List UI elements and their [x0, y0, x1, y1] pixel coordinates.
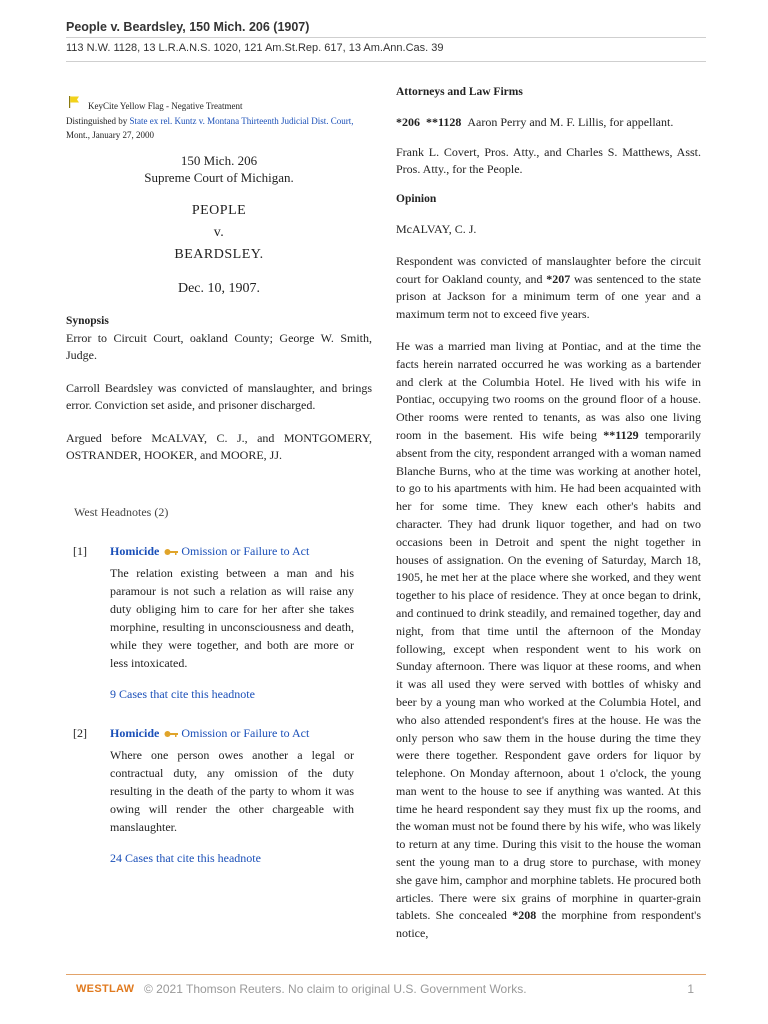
keycite-treatment: [66, 114, 372, 142]
distinguishing-case-link[interactable]: State ex rel. Kuntz v. Montana Thirteenth Judicial Dist. Court,: [129, 116, 354, 126]
reporter-citation: 150 Mich. 206: [180, 153, 258, 168]
attorneys-appellant: [396, 114, 701, 132]
opinion-text: Respondent was convicted of manslaughter before the circuit court for Oakland county, and: [396, 253, 701, 286]
right-column: [396, 84, 701, 943]
page-number: 1: [687, 982, 694, 996]
headnote-number: [2]: [73, 726, 87, 740]
parallel-citations: 113 N.W. 1128, 13 L.R.A.N.S. 1020, 121 Am.St.Rep. 617, 13 Am.Ann.Cas. 39: [66, 42, 444, 54]
westlaw-logo: WESTLAW: [76, 983, 135, 995]
star-page: **1129: [603, 427, 639, 442]
star-page: *206: [396, 114, 420, 129]
key-icon: [164, 730, 178, 738]
headnote-subtopic[interactable]: Omission or Failure to Act: [181, 544, 310, 558]
treatment-prefix: Distinguished by: [66, 116, 128, 126]
synopsis-paragraph: Carroll Beardsley was convicted of manslaughter, and brings error. Conviction set aside, and prisoner discharged.: [66, 381, 372, 412]
headnote-text: The relation existing between a man and his paramour is not such a relation as will raise any duty obliging him to care for her after she takes morphine, resulting in unconsciousness and death, while they were together, and both are more or less intoxicated.: [110, 566, 354, 670]
opinion-paragraph: [396, 338, 701, 943]
synopsis-paragraph: Error to Circuit Court, oakland County; George W. Smith, Judge.: [66, 331, 372, 362]
headnote: [66, 543, 372, 703]
yellow-flag-icon: [68, 96, 80, 108]
keycite-flag-label[interactable]: KeyCite Yellow Flag - Negative Treatment: [88, 101, 243, 111]
opinion-text: He was a married man living at Pontiac, and at the time the facts herein narrated occurred he was working as a bartender and clerk at the Columbia Hotel. He lived with his wife in Pontiac, occupying two rooms on the ground floor of a house. Other rooms were rented to tenants, as was also one living room in the basement. His wife being: [396, 338, 701, 442]
header-divider: [66, 37, 706, 38]
synopsis-heading: Synopsis: [66, 315, 109, 327]
west-headnotes-title: West Headnotes (2): [74, 505, 169, 519]
headnote-topic-name[interactable]: Homicide: [110, 544, 160, 558]
copyright-notice: © 2021 Thomson Reuters. No claim to original U.S. Government Works.: [144, 982, 527, 996]
opinion-text: the morphine from respondent's notice,: [396, 908, 702, 941]
left-column: [66, 96, 372, 867]
citing-cases-link[interactable]: 24 Cases that cite this headnote: [110, 851, 261, 865]
headnote-topic[interactable]: [110, 543, 354, 560]
attorneys-people: Frank L. Covert, Pros. Atty., and Charles S. Matthews, Asst. Pros. Atty., for the People.: [396, 144, 701, 177]
court-name: Supreme Court of Michigan.: [144, 170, 294, 185]
headnote: [66, 725, 372, 867]
opinion-paragraph: [396, 253, 701, 324]
synopsis-paragraph: Argued before McALVAY, C. J., and MONTGOMERY, OSTRANDER, HOOKER, and MOORE, JJ.: [66, 431, 372, 462]
opinion-text: temporarily absent from the city, respondent arranged with a woman named Blanche Burns, who at the time was working at another hotel, to go to his apartments with him. He had been acquainted with her for some time. They knew each other's habits and character. They had drunk liquor together, and had on two occasions been in Detroit and spent the night together in houses of assignation. On the evening of Saturday, March 18, 1905, he met her at the place where she worked, and they went together to his place of residence. They at once began to drink, and continued to drink steadily, and remained together, day and night, from that time until the afternoon of the Monday following, except when respondent went to his work on Sunday afternoon. There was liquor at these rooms, and when it was all used they were served with bottles of whisky and beer by a young man who worked at the Columbia Hotel, and who also attended respondent's fires at the house. He was the only person who saw them in the house during the time they were there together. Respondent gave orders for liquor by telephone. On Monday afternoon, about 1 o'clock, the young man went to the house to see if anything was wanted. At this time he heard respondent say they must fix up the rooms, and the woman must not be found there by his wife, who was likely to return at any time. During this visit to the house the woman sent the young man to a drug store to purchase, with money she gave him, camphor and morphine tablets. He procured both articles. There were six grains of morphine in quarter-grain tablets. She concealed: [396, 427, 701, 923]
star-page: *207: [546, 271, 571, 286]
treatment-suffix: Mont., January 27, 2000: [66, 130, 154, 140]
star-page: **1128: [426, 114, 462, 129]
versus: v.: [213, 225, 225, 240]
party-plaintiff: PEOPLE: [191, 203, 247, 218]
headnote-topic[interactable]: [110, 725, 354, 742]
party-defendant: BEARDSLEY.: [174, 247, 264, 262]
headnote-number: [1]: [73, 544, 87, 558]
document-title: People v. Beardsley, 150 Mich. 206 (1907): [66, 20, 310, 34]
opinion-judge: McALVAY, C. J.: [396, 221, 477, 236]
attorneys-heading: Attorneys and Law Firms: [396, 86, 523, 98]
opinion-text: was sentenced to the state prison at Jackson for a minimum term of one year and a maximum term not to exceed five years.: [396, 271, 702, 322]
keycite-flag[interactable]: [66, 100, 372, 112]
header-divider-bottom: [66, 61, 706, 62]
key-icon: [164, 548, 178, 556]
appellant-counsel: Aaron Perry and M. F. Lillis, for appellant.: [467, 114, 674, 129]
opinion-heading: Opinion: [396, 193, 437, 206]
decision-date: Dec. 10, 1907.: [177, 281, 261, 296]
star-page: *208: [512, 908, 537, 923]
footer-divider: [66, 974, 706, 975]
headnote-topic-name[interactable]: Homicide: [110, 726, 160, 740]
headnote-text: Where one person owes another a legal or contractual duty, any omission of the duty resulting in the death of the party to whom it was owing will render the other chargeable with manslaughter.: [110, 748, 354, 834]
citing-cases-link[interactable]: 9 Cases that cite this headnote: [110, 687, 255, 701]
headnote-subtopic[interactable]: Omission or Failure to Act: [181, 726, 310, 740]
